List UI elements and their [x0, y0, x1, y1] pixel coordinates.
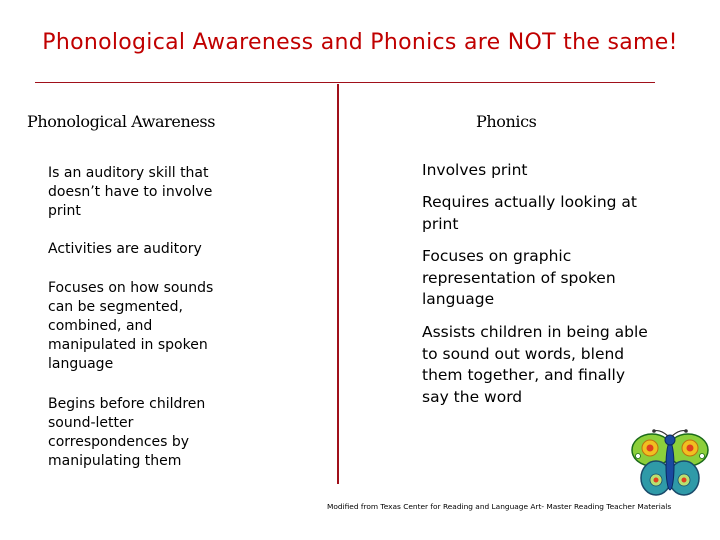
left-item-2: Activities are auditory: [48, 241, 202, 257]
right-column-heading: Phonics: [476, 112, 537, 131]
right-item-3: Focuses on graphic representation of spoken language: [422, 247, 616, 308]
page-title: Phonological Awareness and Phonics are NOT the same!: [42, 30, 678, 55]
source-credit: Modified from Texas Center for Reading and Language Art- Master Reading Teacher Materials: [327, 502, 672, 511]
right-item-4: Assists children in being able to sound out words, blend them together, and finally say the word: [422, 323, 648, 406]
left-column-heading: Phonological Awareness: [27, 112, 216, 131]
right-item-2: Requires actually looking at print: [422, 193, 638, 233]
vertical-divider: [337, 84, 339, 484]
right-item-1: Involves print: [422, 161, 528, 179]
left-item-3: Focuses on how sounds can be segmented, combined, and manipulated in spoken language: [48, 280, 214, 372]
left-item-4: Begins before children sound-letter correspondences by manipulating them: [48, 396, 206, 469]
left-item-1: Is an auditory skill that doesn’t have to involve print: [48, 165, 213, 219]
horizontal-divider: [35, 82, 655, 83]
butterfly-icon: [628, 428, 712, 502]
